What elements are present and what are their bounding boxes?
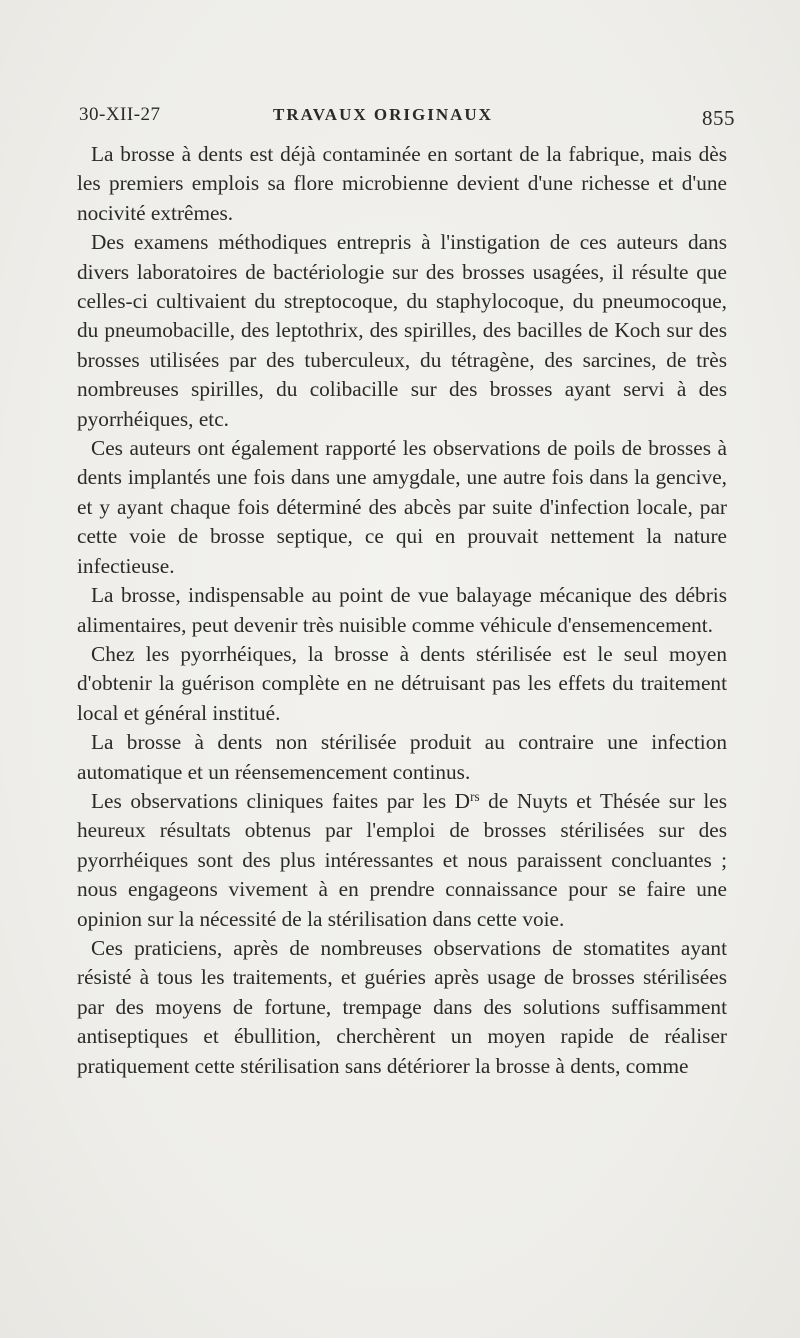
paragraph: La brosse à dents est déjà contaminée en sortant de la fabrique, mais dès les premiers emplois sa flore microbienne devient d'une richesse et d'une nocivité extrêmes. [77,142,727,225]
paragraph: Ces auteurs ont également rapporté les observations de poils de brosses à dents implantés une fois dans une amygdale, une autre fois dans la gencive, et y ayant chaque fois déterminé des abcès par suite d'infection locale, par cette voie de brosse septique, ce qui en prouvait nettement la nature infectieuse. [77,436,727,578]
paragraph: La brosse à dents non stérilisée produit au contraire une infection automatique et un réensemencement continus. [77,730,727,784]
header-date: 30-XII-27 [79,104,161,125]
paragraph: Des examens méthodiques entrepris à l'instigation de ces auteurs dans divers laboratoires de bactériologie sur des brosses usagées, il résulte que celles-ci cultivaient du streptocoque, du staphylocoque, du pneumocoque, du pneumobacille, des leptothrix, des spirilles, des bacilles de Koch sur des brosses utilisées par des tuberculeux, du tétragène, des sarcines, de très nombreuses spirilles, du colibacille sur des brosses ayant servi à des pyorrhéiques, etc. [77,230,727,431]
page-number: 855 [702,106,735,130]
running-header [79,104,735,134]
paragraph-text: Les observations cliniques faites par les D [91,788,471,813]
paragraph: Ces praticiens, après de nombreuses observations de stomatites ayant résisté à tous les traitements, et guéries après usage de brosses stérilisées par des moyens de fortune, trempage dans des solutions suffisamment antiseptiques et ébullition, cherchèrent un moyen rapide de réaliser pratiquement cette stérilisation sans détériorer la brosse à dents, comme [77,935,727,1078]
paragraph [77,787,727,934]
header-section-title: TRAVAUX ORIGINAUX [273,105,493,124]
superscript-abbreviation: rs [470,788,480,804]
paragraph: Chez les pyorrhéiques, la brosse à dents stérilisée est le seul moyen d'obtenir la guérison complète en ne détruisant pas les effets du traitement local et général institué. [77,641,727,725]
paragraph: La brosse, indispensable au point de vue balayage mécanique des débris alimentaires, peut devenir très nuisible comme véhicule d'ensemencement. [77,583,727,637]
paragraph-text: de Nuyts et Thésée sur les heureux résultats obtenus par l'emploi de brosses stérilisées sur des pyorrhéiques sont des plus intéressantes et nous paraissent concluantes ; nous engageons vivement à en prendre connaissance pour se faire une opinion sur la nécessité de la stérilisation dans cette voie. [77,788,727,931]
article-body [77,140,727,1081]
